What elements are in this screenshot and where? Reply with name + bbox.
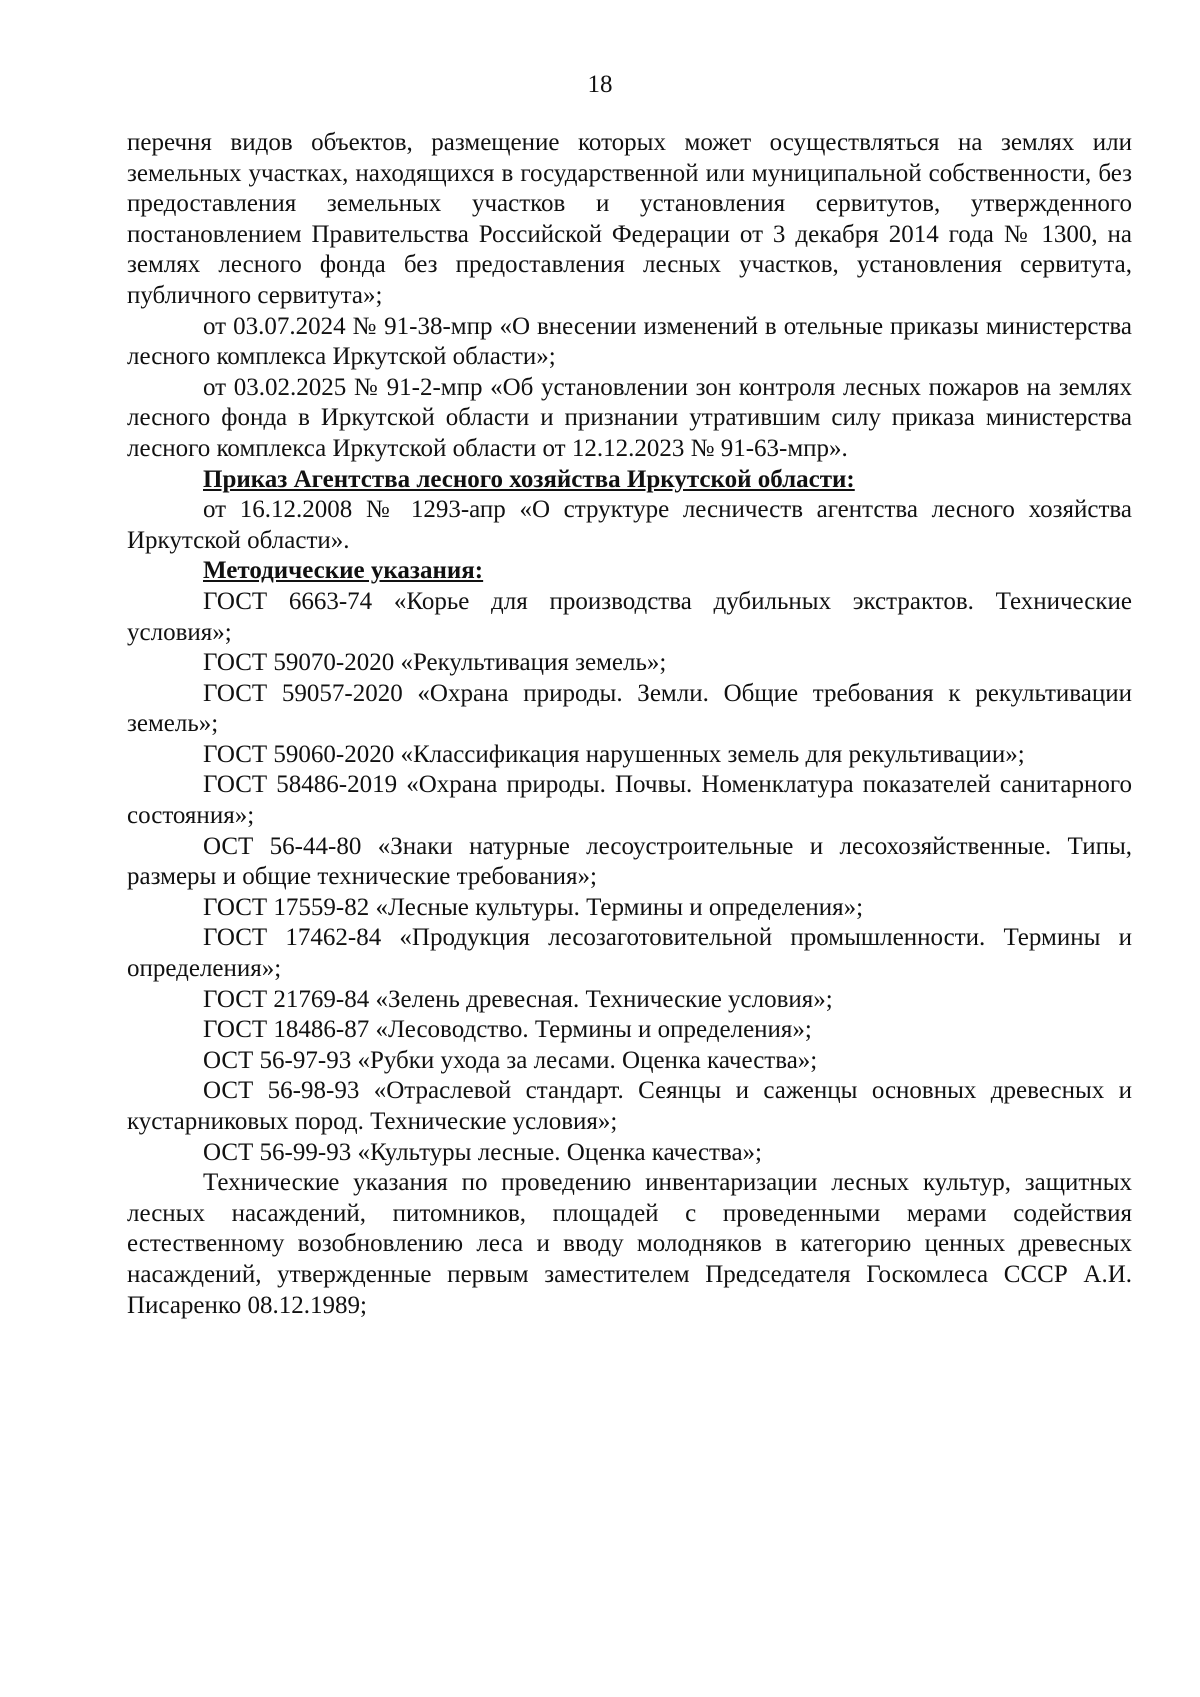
- document-body: [127, 128, 1132, 1321]
- list-item-gost-21769: ГОСТ 21769-84 «Зелень древесная. Технические условия»;: [203, 985, 833, 1013]
- list-item-technical-instructions: Технические указания по проведению инвентаризации лесных культур, защитных лесных насаждений, питомников, площадей с проведенными мерами содействия естественному возобновлению леса и вводу молодняков в категорию ценных древесных насаждений, утвержденные первым заместителем Председателя Госкомлеса СССР А.И. Писаренко 08.12.1989;: [127, 1169, 1132, 1319]
- section-heading-methodical: Методические указания:: [203, 557, 484, 585]
- list-item-ost-56-99-93: ОСТ 56-99-93 «Культуры лесные. Оценка качества»;: [203, 1138, 762, 1166]
- section-heading-agency-order: Приказ Агентства лесного хозяйства Иркутской области:: [203, 465, 855, 493]
- page-number: 18: [587, 71, 613, 98]
- list-item-gost-6663: ГОСТ 6663-74 «Корье для производства дубильных экстрактов. Технические условия»;: [127, 587, 1132, 646]
- paragraph-order-91-38: от 03.07.2024 № 91-38-мпр «О внесении изменений в отельные приказы министерства лесного комплекса Иркутской области»;: [127, 312, 1132, 371]
- list-item-gost-59060: ГОСТ 59060-2020 «Классификация нарушенных земель для рекультивации»;: [203, 740, 1025, 768]
- list-item-gost-59070: ГОСТ 59070-2020 «Рекультивация земель»;: [203, 649, 667, 677]
- paragraph-order-1293: от 16.12.2008 № 1293-апр «О структуре лесничеств агентства лесного хозяйства Иркутской области».: [127, 496, 1132, 554]
- list-item-ost-56-98-93: ОСТ 56-98-93 «Отраслевой стандарт. Сеянцы и саженцы основных древесных и кустарниковых пород. Технические условия»;: [127, 1077, 1132, 1135]
- list-item-ost-56-97-93: ОСТ 56-97-93 «Рубки ухода за лесами. Оценка качества»;: [203, 1046, 818, 1074]
- paragraph-order-91-2: от 03.02.2025 № 91-2-мпр «Об установлении зон контроля лесных пожаров на землях лесного фонда в Иркутской области и признании утратившим силу приказа министерства лесного комплекса Иркутской области от 12.12.2023 № 91-63-мпр».: [127, 373, 1132, 462]
- list-item-gost-59057: ГОСТ 59057-2020 «Охрана природы. Земли. Общие требования к рекультивации земель»;: [127, 679, 1132, 738]
- list-item-ost-56-44-80: ОСТ 56-44-80 «Знаки натурные лесоустроительные и лесохозяйственные. Типы, размеры и общие технические требования»;: [127, 832, 1132, 891]
- list-item-gost-17559: ГОСТ 17559-82 «Лесные культуры. Термины и определения»;: [203, 893, 864, 921]
- list-item-gost-18486: ГОСТ 18486-87 «Лесоводство. Термины и определения»;: [203, 1016, 812, 1044]
- paragraph-continuation: перечня видов объектов, размещение которых может осуществляться на землях или земельных участках, находящихся в государственной или муниципальной собственности, без предоставления земельных участков и установления сервитутов, утвержденного постановлением Правительства Российской Федерации от 3 декабря 2014 года № 1300, на землях лесного фонда без предоставления лесных участков, установления сервитута, публичного сервитута»;: [127, 129, 1132, 309]
- list-item-gost-17462: ГОСТ 17462-84 «Продукция лесозаготовительной промышленности. Термины и определения»;: [127, 924, 1132, 983]
- list-item-gost-58486: ГОСТ 58486-2019 «Охрана природы. Почвы. Номенклатура показателей санитарного состояния»;: [127, 771, 1132, 830]
